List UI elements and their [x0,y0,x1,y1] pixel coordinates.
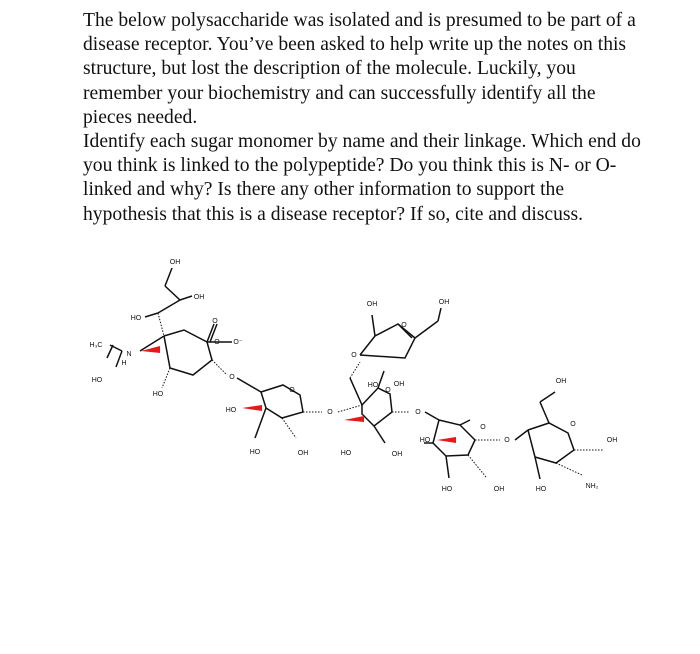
ring2-o: O [289,386,295,394]
ring4-oh-bottom: OH [493,485,505,493]
question-text [83,9,643,227]
furanose-o: O [401,321,407,329]
sialic-h: H [121,359,127,367]
ring4-o: O [480,423,486,431]
ring5-oh-top: OH [555,377,567,385]
ring3-link: O [415,408,421,416]
sialic-ring-o: O [214,338,220,346]
ring3-ho-bottom: HO [340,449,352,457]
furanose-unit [351,299,449,359]
sialic-carboxylate: O⁻ [233,338,243,346]
ring-3-unit [338,362,421,458]
sialic-ho-chain: HO [130,314,142,322]
furanose-oh-right: OH [438,298,450,306]
ring5-nh2: NH₂ [585,482,599,490]
ring-5-unit [515,378,617,493]
sialic-link-o: O [229,373,235,381]
question-prompt: Identify each sugar monomer by name and their linkage. Which end do you think is linked to the polypeptide? Do you think this is N- or O-linked and why? Is there any other information to support the hypothesis that this is a disease receptor? If so, cite and discuss. [83,131,641,225]
ring2-link: O [327,408,333,416]
sialic-carbonyl-o: O [212,317,218,325]
ring-4-unit [420,412,511,493]
ring3-ho: HO [367,381,379,389]
sialic-ho-ring: HO [152,390,164,398]
ring3-o: O [385,386,391,394]
ring5-oh-end: OH [606,436,618,444]
sialic-oh-top: OH [169,258,181,266]
ring2-ho-bottom: HO [249,448,261,456]
ring-2-unit [226,385,334,457]
ring5-o: O [570,420,576,428]
ring4-link: O [504,436,510,444]
sialic-ho-left: HO [91,376,103,384]
polysaccharide-structure [0,250,700,510]
ring2-oh-bottom: OH [297,449,309,457]
ring4-ho-bottom: HO [441,485,453,493]
sialic-oh-side: OH [193,293,205,301]
ring5-ho-bottom: HO [535,485,547,493]
ring4-ho: HO [419,436,431,444]
ring2-ho: HO [225,406,237,414]
furanose-link-o: O [351,351,357,359]
sialic-h3c: H₃C [89,341,103,349]
ring3-oh: OH [393,380,405,388]
question-intro: The below polysaccharide was isolated and is presumed to be part of a disease receptor. You’ve been asked to help write up the notes on this structure, but lost the description of the molecule. Luckily, you remember your biochemistry and can successfully identify all the pieces needed. [83,10,636,128]
furanose-oh-left: OH [366,300,378,308]
sialic-nh: N [126,350,132,358]
ring3-oh-bottom: OH [391,450,403,458]
sialic-acid-unit [90,259,261,398]
structure-drawing [0,250,700,510]
